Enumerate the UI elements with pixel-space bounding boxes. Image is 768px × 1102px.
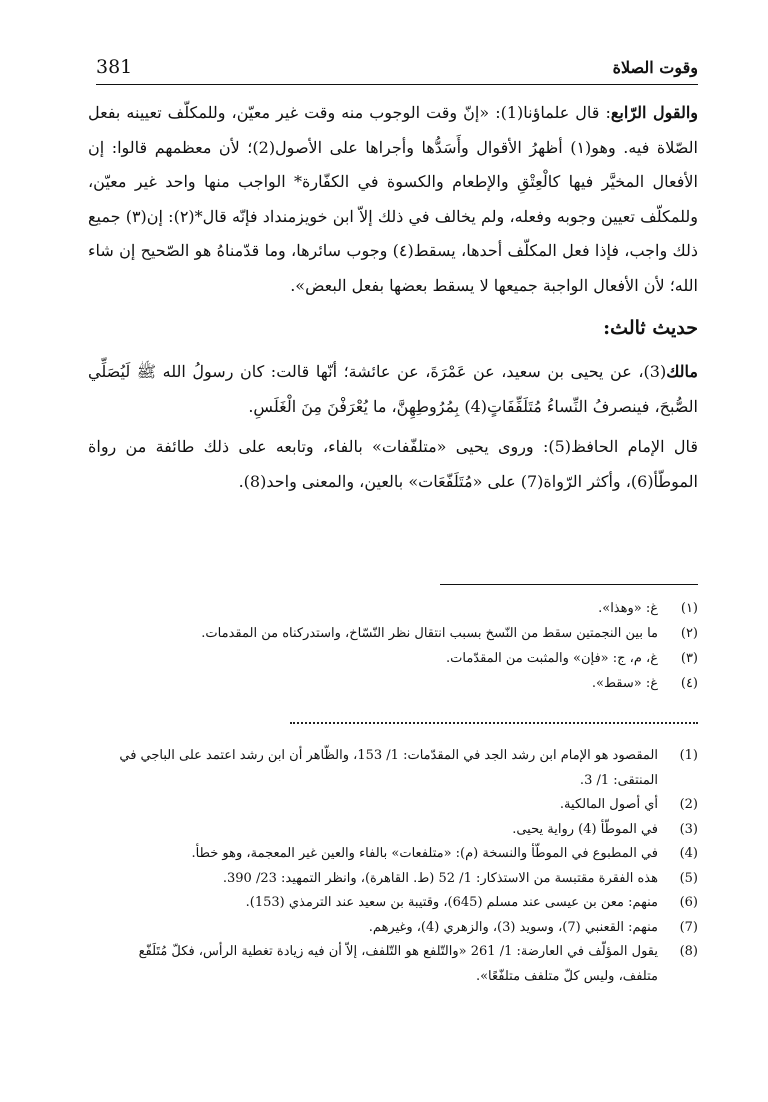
variant-note bbox=[96, 621, 698, 646]
paragraph-fourth-opinion bbox=[88, 96, 698, 303]
main-text bbox=[88, 96, 698, 499]
note-text: منهم: معن بن عيسى عند مسلم (645)، وقتيبة بن سعيد عند الترمذي (153). bbox=[245, 895, 658, 910]
note-number: (2) bbox=[679, 797, 698, 812]
note-text: أي أصول المالكية. bbox=[559, 797, 658, 812]
editor-footnotes bbox=[96, 744, 698, 989]
footnote bbox=[96, 818, 698, 843]
variant-notes bbox=[96, 596, 698, 696]
note-number: (6) bbox=[679, 895, 698, 910]
note-text: غ: «سقط». bbox=[591, 676, 658, 691]
variant-note bbox=[96, 596, 698, 621]
note-text: هذه الفقرة مقتبسة من الاستذكار: 1/ 52 (ط. القاهرة)، وانظر التمهيد: 23/ 390. bbox=[222, 870, 658, 886]
note-text: في المطبوع في الموطّأ والنسخة (م): «متلفعات» بالفاء والعين غير المعجمة، وهو خطأ. bbox=[191, 846, 658, 861]
footnote bbox=[96, 867, 698, 892]
footnote-separator bbox=[440, 584, 698, 585]
footnote bbox=[96, 793, 698, 818]
footnote bbox=[96, 842, 698, 867]
note-number: (4) bbox=[679, 846, 698, 861]
footnote bbox=[96, 891, 698, 916]
variant-note bbox=[96, 646, 698, 671]
paragraph-hadith bbox=[88, 355, 698, 424]
page-number: 381 bbox=[96, 56, 133, 78]
paragraph-text: (3)، عن يحيى بن سعيد، عن عَمْرَةَ، عن عائشة؛ أنّها قالت: كان رسولُ الله ﷺ لَيُصَلِّي الصُّبحَ، فينصرفُ النِّساءُ مُتَلَفِّفَاتٍ(4) بِمُرُوطِهِنَّ، ما يُعْرَفْنَ مِنَ الْغَلَسِ. bbox=[88, 362, 698, 416]
note-number: (1) bbox=[679, 748, 698, 763]
paragraph-commentary: قال الإمام الحافظ(5): وروى يحيى «متلفّفات» بالفاء، وتابعه على ذلك طائفة من رواة الموطّأ(6)، وأكثر الرّواة(7) على «مُتَلَفّعَات» بالعين، والمعنى واحد(8). bbox=[88, 437, 698, 491]
footnote bbox=[96, 916, 698, 941]
variant-note bbox=[96, 671, 698, 696]
paragraph-text: : قال علماؤنا(1): «إنّ وقت الوجوب منه وقت غير معيّن، وللمكلّف تعيينه بفعل الصّلاة فيه. وهو(١) أظهرُ الأقوال وأَسَدُّها وأجراها على الأصول(2)؛ لأن معظمهم قالوا: إن الأفعال المخيَّر فيها كالْعِتْقِ والإطعام والكسوة في الكفّارة* الواجب منها واحد غير معيّن، وللمكلّف تعيين وجوبه وفعله، ولم يخالف في ذلك إلاّ ابن خويزمنداد فإنّه قال*(٢): إن(٣) جميع ذلك واجب، فإذا فعل المكلّف أحدها، يسقط(٤) وجوب سائرها، وما قدّمناهُ هو الصّحيح إن شاء الله؛ لأن الأفعال الواجبة جميعها لا يسقط بعضها بفعل البعض». bbox=[88, 103, 699, 295]
running-title: وقوت الصلاة bbox=[612, 58, 698, 77]
note-number: (5) bbox=[679, 870, 698, 886]
paragraph-lead: مالك bbox=[666, 362, 698, 381]
note-number: (٤) bbox=[680, 676, 698, 691]
note-number: (3) bbox=[679, 821, 698, 837]
note-text: المقصود هو الإمام ابن رشد الجد في المقدّمات: 1/ 153، والظّاهر أن ابن رشد اعتمد على الباجي في المنتقى: 1/ 3. bbox=[119, 748, 658, 788]
note-number: (٢) bbox=[680, 626, 698, 641]
note-text: غ: «وهذا». bbox=[598, 601, 658, 616]
note-number: (7) bbox=[679, 919, 698, 935]
note-text: يقول المؤلّف في العارضة: 1/ 261 «والتّلفع هو التّلفف، إلاّ أن فيه زيادة تغطية الرأس، فكلّ مُتَلَفّع متلفف، وليس كلّ متلفف متلفّعًا». bbox=[138, 944, 658, 984]
note-number: (١) bbox=[680, 601, 698, 616]
note-text: غ، م، ج: «فإن» والمثبت من المقدّمات. bbox=[445, 651, 658, 666]
note-text: منهم: القعنبي (7)، وسويد (3)، والزهري (4)، وغيرهم. bbox=[368, 919, 658, 935]
note-number: (8) bbox=[679, 944, 698, 959]
footnote bbox=[96, 940, 698, 989]
section-heading: حديث ثالث: bbox=[603, 317, 698, 339]
note-text: ما بين النجمتين سقط من النّسخ بسبب انتقال نظر النّسّاخ، واستدركناه من المقدمات. bbox=[201, 626, 658, 641]
paragraph-lead: والقول الرّابع bbox=[610, 103, 698, 122]
running-header bbox=[96, 54, 698, 85]
dotted-separator bbox=[290, 722, 698, 724]
note-number: (٣) bbox=[680, 651, 698, 666]
note-text: في الموطّأ (4) رواية يحيى. bbox=[512, 821, 658, 837]
footnote bbox=[96, 744, 698, 793]
